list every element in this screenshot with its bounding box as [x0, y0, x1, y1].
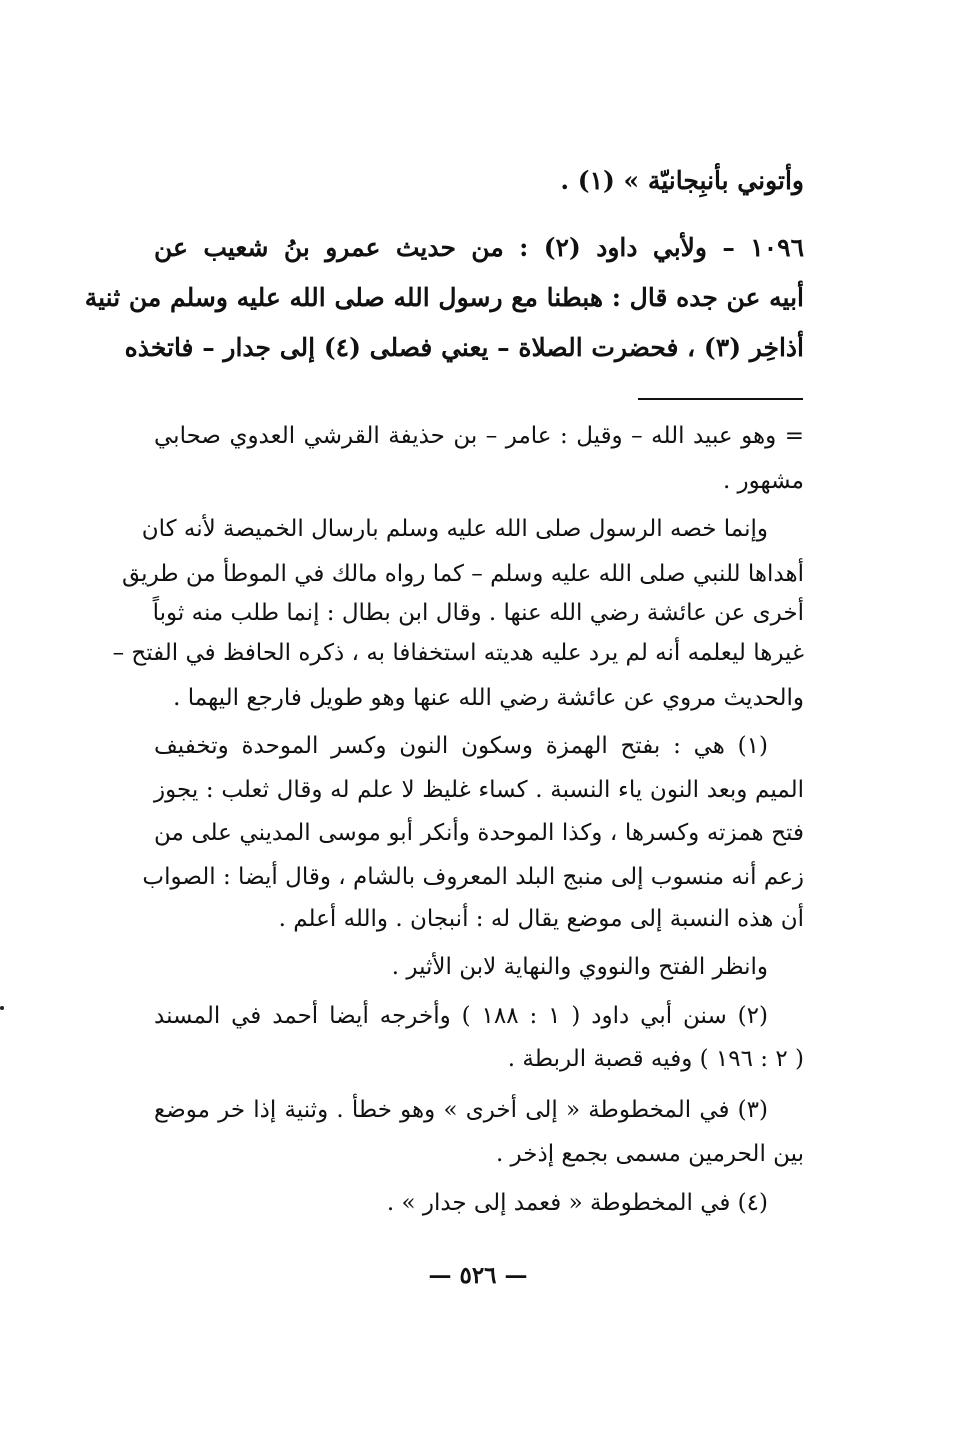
footnote-paragraph-line-4: غيرها ليعلمه أنه لم يرد عليه هديته استخفافا به ، ذكره الحافظ في الفتح – — [112, 640, 804, 666]
main-text-line-4: أذاخِر (٣) ، فحضرت الصلاة – يعني فصلى (٤) إلى جدار – فاتخذه — [124, 333, 804, 362]
footnote-4: (٤) في المخطوطة « فعمد إلى جدار » . — [386, 1190, 768, 1216]
footnote-3-line-1: (٣) في المخطوطة « إلى أخرى » وهو خطأ . وثنية إذا خر موضع — [154, 1097, 768, 1123]
main-text-line-1: وأتوني بأنبِجانيّة » (١) . — [560, 166, 804, 195]
main-text-line-3: أبيه عن جده قال : هبطنا مع رسول الله صلى الله عليه وسلم من ثنية — [84, 283, 804, 312]
footnote-2-line-2: ( ٢ : ١٩٦ ) وفيه قصبة الربطة . — [507, 1046, 804, 1072]
footnote-paragraph-line-5: والحديث مروي عن عائشة رضي الله عنها وهو طويل فارجع اليهما . — [173, 685, 804, 711]
footnote-1-line-4: زعم أنه منسوب إلى منبج البلد المعروف بالشام ، وقال أيضا : الصواب — [142, 864, 804, 890]
footnote-1-extra: وانظر الفتح والنووي والنهاية لابن الأثير . — [391, 954, 768, 980]
footnote-paragraph-line-3: أخرى عن عائشة رضي الله عنها . وقال ابن بطال : إنما طلب منه ثوباً — [152, 600, 804, 626]
footnote-paragraph-line-2: أهداها للنبي صلى الله عليه وسلم – كما رواه مالك في الموطأ من طريق — [122, 561, 804, 587]
main-text-line-2: ١٠٩٦ – ولأبي داود (٢) : من حديث عمرو بنُ شعيب عن — [154, 233, 804, 262]
page-number: — ٥٢٦ — — [428, 1262, 528, 1289]
footnote-3-line-2: بين الحرمين مسمى بجمع إذخر . — [495, 1141, 804, 1167]
footnote-paragraph-line-1: وإنما خصه الرسول صلى الله عليه وسلم بارسال الخميصة لأنه كان — [141, 516, 768, 542]
footnote-2-line-1: (٢) سنن أبي داود ( ١ : ١٨٨ ) وأخرجه أيضا أحمد في المسند — [154, 1003, 768, 1029]
footnote-1-line-2: الميم وبعد النون ياء النسبة . كساء غليظ لا علم له وقال ثعلب : يجوز — [154, 777, 804, 803]
footnote-continuation-line-1: = وهو عبيد الله – وقيل : عامر – بن حذيفة القرشي العدوي صحابي — [154, 423, 804, 449]
footnote-separator — [638, 398, 803, 400]
footnote-1-line-3: فتح همزته وكسرها ، وكذا الموحدة وأنكر أبو موسى المديني على من — [154, 820, 804, 846]
footnote-1-line-1: (١) هي : بفتح الهمزة وسكون النون وكسر الموحدة وتخفيف — [154, 733, 768, 759]
scan-speck — [0, 1006, 4, 1010]
footnote-continuation-line-2: مشهور . — [722, 468, 804, 494]
footnote-1-line-5: أن هذه النسبة إلى موضع يقال له : أنبجان . والله أعلم . — [278, 906, 804, 932]
